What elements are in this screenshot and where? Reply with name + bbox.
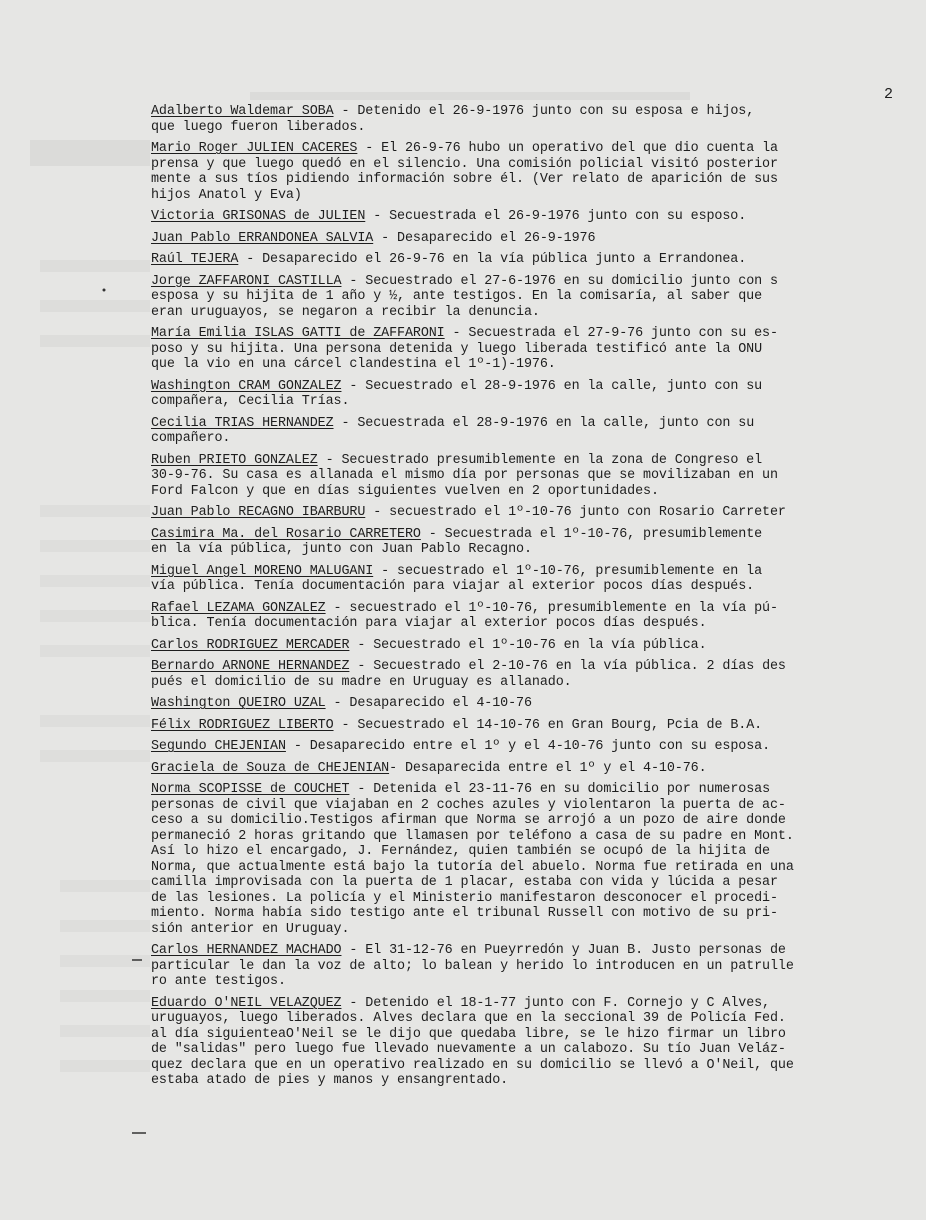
entry-text: - Secuestrado el 28-9-1976 en la calle, junto con su compañera, Cecilia Trías. [151,378,763,409]
entry-name: Félix RODRIGUEZ LIBERTO [151,717,334,733]
entry-text: - Secuestrado el 2-10-76 en la vía pública. 2 días des pués el domicilio de su madre en Uruguay es allanado. [151,659,786,690]
entry-queiro [151,696,921,712]
entry-name: Segundo CHEJENIAN [151,739,286,754]
entry-rodriguez-mercader [151,638,921,654]
entry-name: Miguel Angel MORENO MALUGANI [151,563,374,579]
entry-name: Carlos RODRIGUEZ MERCADER [151,637,350,653]
entry-name: Raúl TEJERA [151,252,239,267]
entry-text: - Secuestrada el 1º-10-76, presumiblemente en la vía pública, junto con Juan Pablo Recagno. [151,526,763,557]
entry-name: Graciela de Souza de CHEJENIAN [151,760,390,776]
entry-errandonea [151,231,921,247]
entry-recagno [151,505,921,521]
entry-text: - El 26-9-76 hubo un operativo del que dio cuenta la prensa y que luego quedó en el silencio. Una comisión policial visitó posterior mente a sus tíos pidiendo información sobre él. (Ver relato de aparición de sus hijos Anatol y Eva) [151,141,778,203]
entry-name: Bernardo ARNONE HERNANDEZ [151,659,350,674]
entry-name: Juan Pablo ERRANDONEA SALVIA [151,230,374,246]
entry-text: - Secuestrada el 26-9-1976 junto con su esposo. [365,209,747,224]
entry-name: Eduardo O'NEIL VELAZQUEZ [151,995,342,1011]
entry-moreno [151,564,921,595]
entry-text: - Detenida el 23-11-76 en su domicilio por numerosas personas de civil que viajaban en 2 coches azules y violentaron la puerta de ac- ceso a su domicilio.Testigos afirman que Norma se arrojó a un pozo de aire donde permaneció 2 horas gritando que llamasen por teléfono a casa de su padre en Mont. Así lo hizo el encargado, J. Fernández, quien también se ocupó de la hijita de Norma, que actualmente está bajo la tutoría del abuelo. Norma fue retirada en una camilla improvisada con la puerta de 1 placar, estaba con vida y lúcida a pesar de las lesiones. La policía y el Ministerio manifestaron desconocer el procedi- miento. Norma había sido testigo ante el tribunal Russell con motivo de su pri- sión anterior en Uruguay. [151,782,794,937]
entry-text: - secuestrado el 1º-10-76, presumiblemente en la vía pú- blica. Tenía documentación para viajar al exterior pocos días después. [151,600,778,631]
entry-grisonas [151,209,921,225]
entry-oneil [151,996,921,1089]
entry-cram [151,379,921,410]
entry-name: Washington QUEIRO UZAL [151,696,326,711]
entry-name: Carlos HERNANDEZ MACHADO [151,943,342,958]
entry-list [151,104,921,1095]
entry-tejera [151,252,921,268]
entry-name: Jorge ZAFFARONI CASTILLA [151,273,342,289]
entry-name: Norma SCOPISSE de COUCHET [151,782,350,797]
entry-text: - Desaparecido entre el 1º y el 4-10-76 junto con su esposa. [285,739,770,754]
entry-islas-gatti [151,326,921,373]
entry-prieto [151,453,921,500]
entry-rodriguez-liberto [151,718,921,734]
entry-name: Juan Pablo RECAGNO IBARBURU [151,505,366,520]
entry-text: - Secuestrada el 27-9-76 junto con su es- poso y su hijita. Una persona detenida y luego liberada testificó ante la ONU que la vio en una cárcel clandestina el 1º-1)-1976. [151,326,778,372]
entry-arnone [151,659,921,690]
entry-text: - Secuestrado el 1º-10-76 en la vía pública. [349,637,707,653]
entry-text: - secuestrado el 1º-10-76, presumiblemente en la vía pública. Tenía documentación para viajar al exterior pocos días después. [151,563,763,594]
entry-name: Washington CRAM GONZALEZ [151,378,342,394]
entry-text: - Secuestrado el 27-6-1976 en su domicilio junto con s esposa y su hijita de 1 año y ½, ante testigos. En la comisaría, al saber que eran uruguayos, se negaron a recibir la denuncia. [151,273,778,320]
entry-soba [151,104,921,135]
entry-lezama [151,601,921,632]
entry-chejenian [151,739,921,755]
margin-dot-mark [103,289,106,292]
entry-de-souza [151,761,921,777]
entry-name: Adalberto Waldemar SOBA [151,104,334,119]
entry-carretero [151,527,921,558]
entry-text: - Secuestrada el 28-9-1976 en la calle, junto con su compañero. [151,415,755,446]
entry-text: - Secuestrado presumiblemente en la zona de Congreso el 30-9-76. Su casa es allanada el mismo día por personas que se movilizaban en un Ford Falcon y que en días siguientes vuelven en 2 oportunidades. [151,452,778,499]
entry-text: - Desaparecida entre el 1º y el 4-10-76. [389,760,707,776]
entry-text: - Detenido el 26-9-1976 junto con su esposa e hijos, que luego fueron liberados. [151,104,755,135]
entry-hernandez-machado [151,943,921,990]
entry-text: - Desaparecido el 26-9-1976 [373,230,596,246]
entry-name: Casimira Ma. del Rosario CARRETERO [151,526,421,542]
entry-text: - Detenido el 18-1-77 junto con F. Cornejo y C Alves, uruguayos, luego liberados. Alves declara que en la seccional 39 de Policía Fed. al día siguienteaO'Neil se le dijo que quedaba libre, se le hizo firmar un libro de "salidas" pero luego fue llevado nuevamente a un calabozo. Su tío Juan Veláz- quez declara que en un operativo realizado en su domicilio se llevó a O'Neil, que estaba atado de pies y manos y ensangrentado. [151,995,794,1088]
entry-name: Victoria GRISONAS de JULIEN [151,209,366,224]
entry-name: María Emilia ISLAS GATTI de ZAFFARONI [151,326,445,341]
entry-text: - Desaparecido el 26-9-76 en la vía pública junto a Errandonea. [238,252,747,267]
entry-name: Rafael LEZAMA GONZALEZ [151,600,326,616]
entry-text: - Secuestrado el 14-10-76 en Gran Bourg, Pcia de B.A. [333,717,763,733]
entry-text: - Desaparecido el 4-10-76 [325,696,532,711]
entry-name: Mario Roger JULIEN CACERES [151,141,358,156]
entry-text: - El 31-12-76 en Pueyrredón y Juan B. Justo personas de particular le dan la voz de alto; lo balean y herido lo introducen en un patrulle ro ante testigos. [151,943,794,989]
entry-scopisse [151,782,921,937]
entry-name: Ruben PRIETO GONZALEZ [151,452,318,468]
entry-name: Cecilia TRIAS HERNANDEZ [151,415,334,431]
entry-julien-caceres [151,141,921,203]
page-number: 2 [884,86,894,103]
entry-text: - secuestrado el 1º-10-76 junto con Rosario Carreter [365,505,786,520]
entry-zaffaroni [151,274,921,321]
entry-trias [151,416,921,447]
